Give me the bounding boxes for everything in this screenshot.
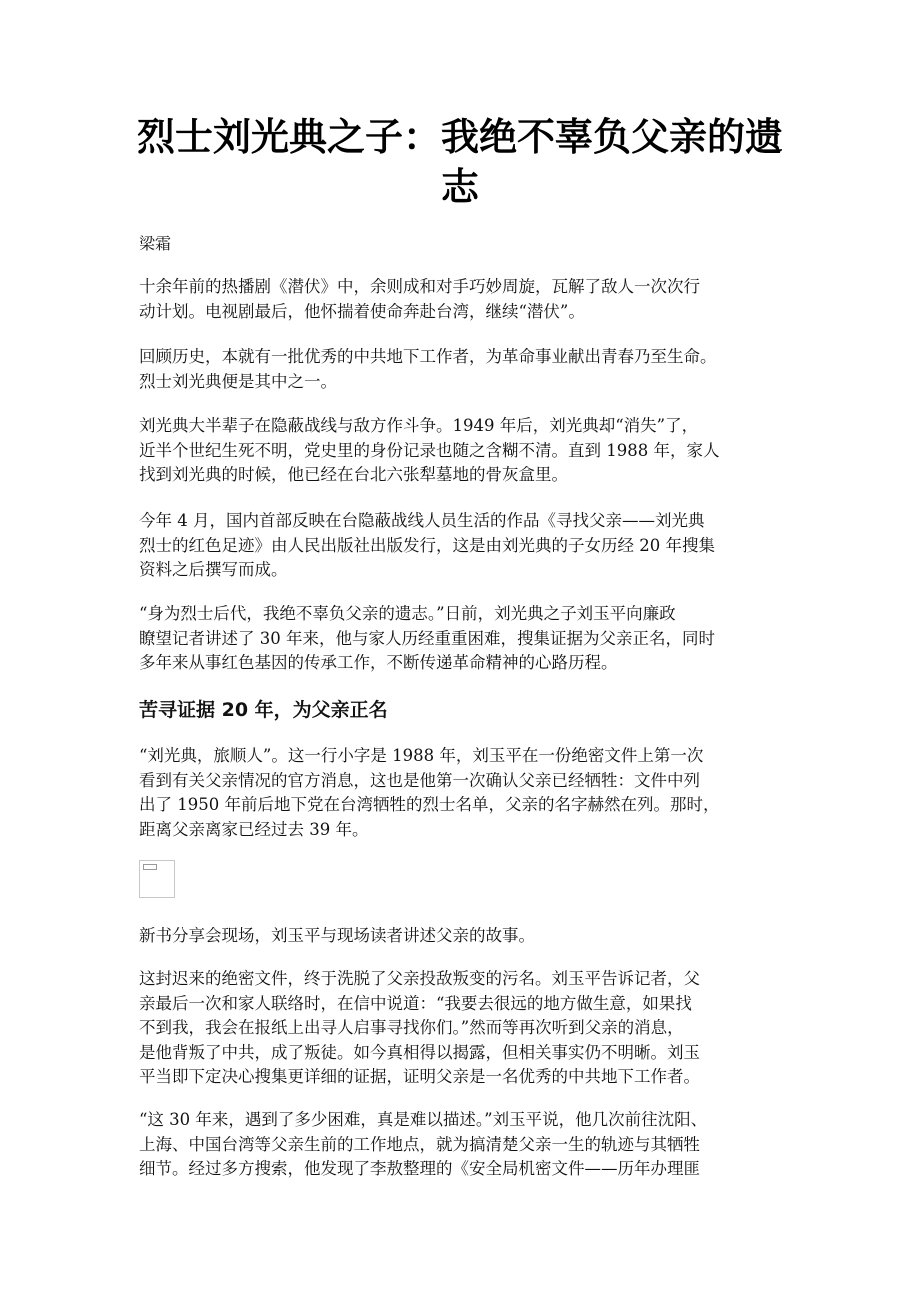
paragraph-line: 平当即下定决心搜集更详细的证据，证明父亲是一名优秀的中共地下工作者。 [139,1067,700,1086]
paragraph-line: 烈士的红色足迹》由人民出版社出版发行，这是由刘光典的子女历经 20 年搜集 [139,535,715,555]
paragraph-line: 烈士刘光典便是其中之一。 [139,371,337,391]
broken-image-icon [143,864,157,870]
paragraph-5 [139,602,804,676]
paragraph-line: 亲最后一次和家人联络时，在信中说道：“我要去很远的地方做生意，如果找 [139,993,692,1013]
article-title: 烈士刘光典之子：我绝不辜负父亲的遗志 [136,115,783,209]
paragraph-7 [139,967,804,1090]
paragraph-line: 出了 1950 年前后地下党在台湾牺牲的烈士名单，父亲的名字赫然在列。那时， [139,795,720,814]
paragraph-line: 上海、中国台湾等父亲生前的工作地点，就为搞清楚父亲一生的轨迹与其牺牲 [139,1134,700,1154]
paragraph-8 [139,1108,804,1182]
paragraph-line: 十余年前的热播剧《潜伏》中，余则成和对手巧妙周旋，瓦解了敌人一次次行 [139,277,700,296]
paragraph-line: “刘光典，旅顺人”。这一行小字是 1988 年，刘玉平在一份绝密文件上第一次 [139,746,704,765]
section-heading: 苦寻证据 20 年，为父亲正名 [139,699,388,721]
paragraph-1 [139,275,804,324]
paragraph-line: 细节。经过多方搜索，他发现了李敖整理的《安全局机密文件——历年办理匪 [139,1159,700,1178]
paragraph-line: 今年 4 月，国内首部反映在台隐蔽战线人员生活的作品《寻找父亲——刘光典 [139,511,705,530]
paragraph-line: “身为烈士后代，我绝不辜负父亲的遗志。”日前，刘光典之子刘玉平向廉政 [139,604,676,623]
image-caption [139,924,804,949]
paragraph-line: 资料之后撰写而成。 [139,560,288,579]
paragraph-line: 多年来从事红色基因的传承工作，不断传递革命精神的心路历程。 [139,653,618,672]
paragraph-line: 不到我，我会在报纸上出寻人启事寻找你们。”然而等再次听到父亲的消息， [139,1018,684,1037]
paragraph-line: 瞭望记者讲述了 30 年来，他与家人历经重重困难，搜集证据为父亲正名，同时 [139,628,715,648]
paragraph-line: 刘光典大半辈子在隐蔽战线与敌方作斗争。1949 年后，刘光典却“消失”了， [139,416,699,435]
paragraph-line: 这封迟来的绝密文件，终于洗脱了父亲投敌叛变的污名。刘玉平告诉记者，父 [139,969,700,988]
paragraph-6 [139,744,804,842]
paragraph-2 [139,345,804,394]
paragraph-4 [139,509,804,583]
paragraph-line: 动计划。电视剧最后，他怀揣着使命奔赴台湾，继续“潜伏”。 [139,301,585,321]
paragraph-line: 是他背叛了中共，成了叛徒。如今真相得以揭露，但相关事实仍不明晰。刘玉 [139,1042,700,1062]
paragraph-3 [139,414,804,488]
broken-image-placeholder [139,860,175,898]
paragraph-line: 回顾历史，本就有一批优秀的中共地下工作者，为革命事业献出青春乃至生命。 [139,347,717,366]
author-name: 梁霜 [139,234,172,253]
paragraph-line: 距离父亲离家已经过去 39 年。 [139,819,369,839]
paragraph-line: 近半个世纪生死不明，党史里的身份记录也随之含糊不清。直到 1988 年，家人 [139,440,720,460]
paragraph-line: “这 30 年来，遇到了多少困难，真是难以描述。”刘玉平说，他几次前往沈阳、 [139,1110,708,1129]
caption-line: 新书分享会现场，刘玉平与现场读者讲述父亲的故事。 [139,926,535,945]
paragraph-line: 找到刘光典的时候，他已经在台北六张犁墓地的骨灰盒里。 [139,465,568,484]
paragraph-line: 看到有关父亲情况的官方消息，这也是他第一次确认父亲已经牺牲：文件中列 [139,770,700,790]
